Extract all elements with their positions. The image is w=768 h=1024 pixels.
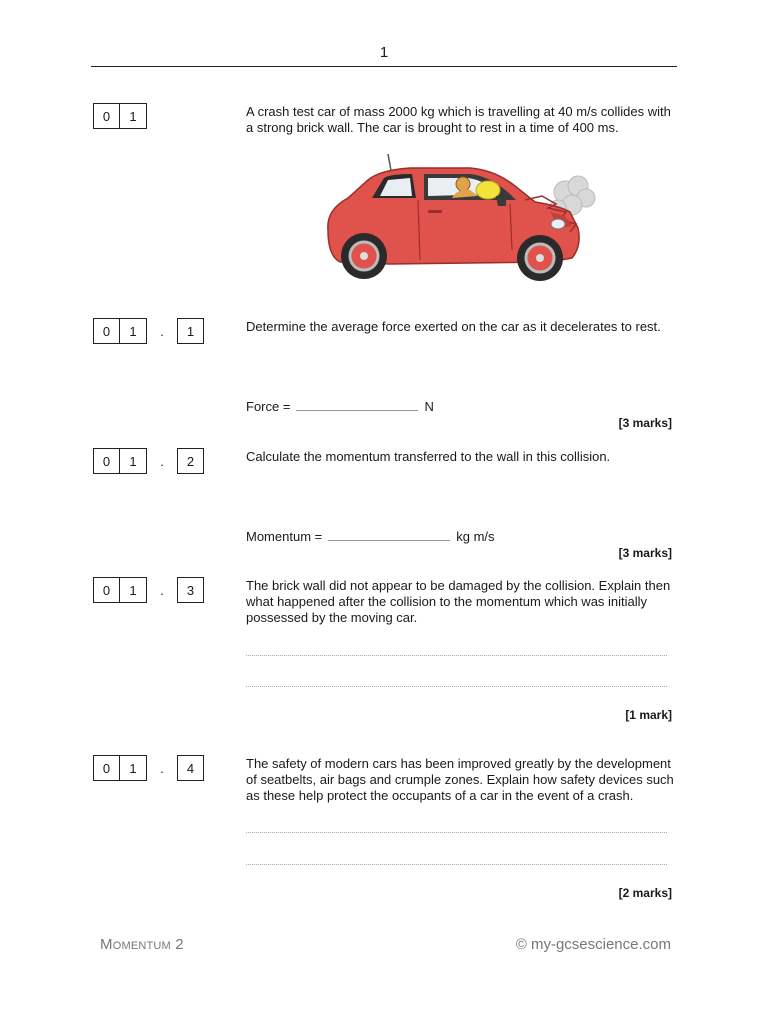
crashed-car-illustration [320,150,600,290]
question-separator: . [160,323,164,339]
answer-line[interactable] [246,655,667,656]
answer-unit: N [424,399,434,414]
question-number-01-2 [93,448,204,474]
question-01-4-text: The safety of modern cars has been improved greatly by the development of seatbelts, air bags and crumple zones. Explain how safety devices such as these help protect the occupants of a car in the event of a crash. [246,756,674,803]
footer-copyright: © my-gcsescience.com [515,936,671,953]
page-number: 1 [379,44,389,61]
answer-label: Momentum = [246,529,323,544]
question-digit: 0 [93,448,120,474]
answer-blank[interactable] [296,400,418,411]
question-digit: 1 [120,103,147,129]
question-digit: 0 [93,318,120,344]
header-rule [91,66,677,67]
question-digit: 1 [120,755,147,781]
footer-topic [100,936,184,953]
question-subpart: 3 [177,577,204,603]
marks-label: [3 marks] [618,416,672,430]
answer-label: Force = [246,399,291,414]
answer-line[interactable] [246,832,667,833]
marks-label: [1 mark] [625,708,672,722]
answer-line[interactable] [246,686,667,687]
question-digit: 1 [120,577,147,603]
marks-label: [2 marks] [618,886,672,900]
marks-label: [3 marks] [618,546,672,560]
question-digit: 0 [93,755,120,781]
question-subpart: 2 [177,448,204,474]
answer-unit: kg m/s [456,529,495,544]
question-01-2-text: Calculate the momentum transferred to the wall in this collision. [246,449,611,464]
question-separator: . [160,453,164,469]
question-subpart: 4 [177,755,204,781]
question-subpart: 1 [177,318,204,344]
force-answer-line [246,399,434,414]
momentum-answer-line [246,529,495,544]
question-separator: . [160,582,164,598]
question-number-01-4 [93,755,204,781]
question-01-text: A crash test car of mass 2000 kg which is travelling at 40 m/s collides with a strong brick wall. The car is brought to rest in a time of 400 ms. [246,104,671,135]
question-01-1-text: Determine the average force exerted on the car as it decelerates to rest. [246,319,661,334]
question-01-3-text: The brick wall did not appear to be damaged by the collision. Explain then what happened after the collision to the momentum which was initially possessed by the moving car. [246,578,671,625]
question-number-01-3 [93,577,204,603]
footer-topic-text: Momentum 2 [100,936,184,953]
question-digit: 0 [93,577,120,603]
question-digit: 1 [120,448,147,474]
question-digit: 1 [120,318,147,344]
answer-blank[interactable] [328,530,450,541]
question-digit: 0 [93,103,120,129]
question-number-01-1 [93,318,204,344]
question-number-01 [93,103,147,129]
question-separator: . [160,760,164,776]
answer-line[interactable] [246,864,667,865]
